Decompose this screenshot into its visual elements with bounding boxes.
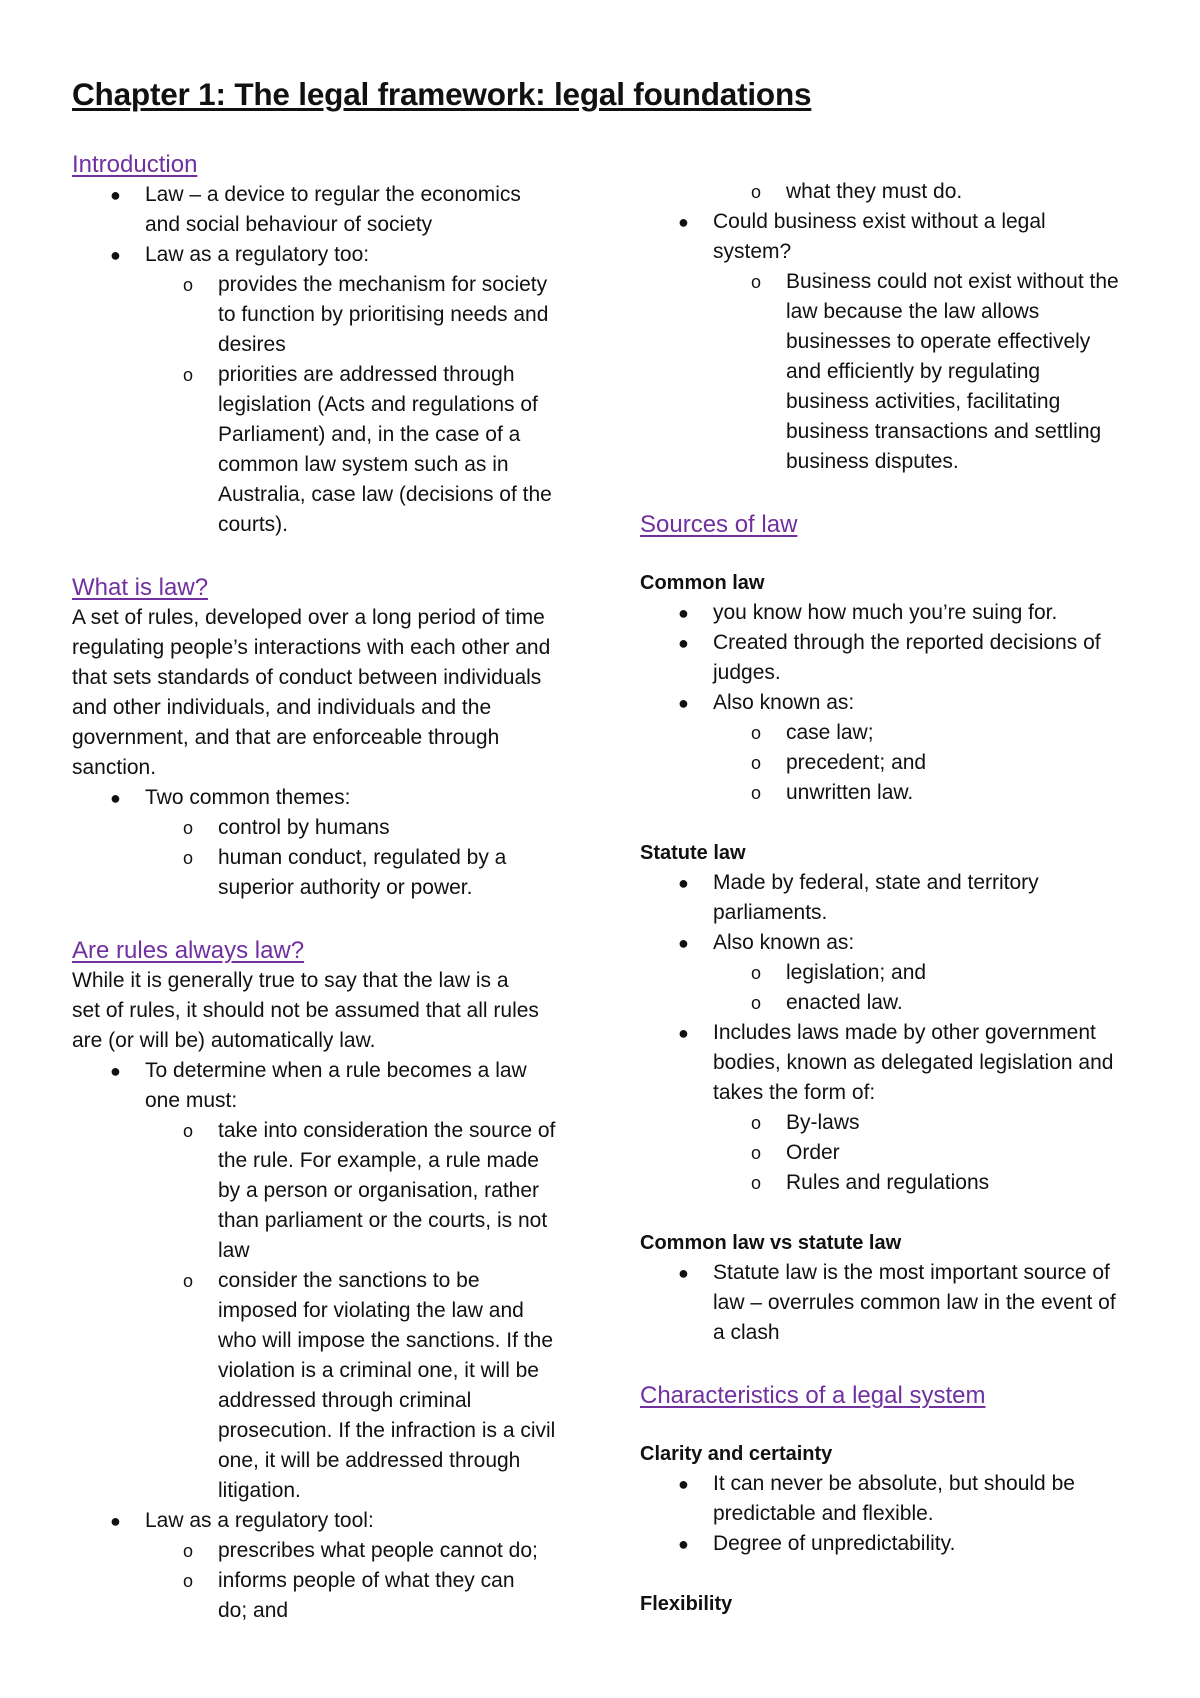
rules-law-sublist-2 (72, 1536, 572, 1626)
bullet-icon: ● (678, 933, 689, 953)
rules-law-paragraph: While it is generally true to say that the law is a set of rules, it should not be assumed that all rules are (or will be) automatically law. (72, 969, 539, 1052)
bullet-icon: ● (678, 873, 689, 893)
introduction-sublist (72, 270, 572, 540)
circle-bullet-icon: o (183, 275, 194, 295)
heading-introduction: Introduction (72, 151, 198, 178)
list-item-text: precedent; and (786, 751, 927, 774)
list-item (72, 1506, 572, 1536)
left-column (72, 150, 572, 1626)
list-item-text: Could business exist without a legal system? (713, 210, 1046, 263)
list-item (640, 1108, 1140, 1138)
list-item-text: Two common themes: (145, 786, 351, 809)
list-item-text: what they must do. (786, 180, 963, 203)
subheading-common-vs-statute: Common law vs statute law (640, 1232, 902, 1254)
list-item-text: It can never be absolute, but should be predictable and flexible. (713, 1472, 1075, 1525)
page-title: Chapter 1: The legal framework: legal foundations (72, 76, 812, 112)
list-item (72, 1056, 572, 1116)
list-item-text: Law as a regulatory tool: (145, 1509, 374, 1532)
rules-law-list (72, 1056, 572, 1116)
heading-what-is-law: What is law? (72, 574, 209, 601)
list-item-text: legislation; and (786, 961, 927, 984)
list-item (640, 688, 1140, 718)
list-item (640, 1018, 1140, 1108)
list-item-text: Rules and regulations (786, 1171, 990, 1194)
list-item (640, 1529, 1140, 1559)
list-item-text: Also known as: (713, 931, 855, 954)
statute-law-list-2 (640, 1018, 1140, 1108)
list-item (640, 1469, 1140, 1529)
list-item (640, 177, 1140, 207)
list-item-text: Also known as: (713, 691, 855, 714)
circle-bullet-icon: o (751, 723, 762, 743)
list-item-text: Business could not exist without the law because the law allows businesses to operate effectively and efficiently by regulating business activities, facilitating business transactions and settling business disputes. (786, 270, 1119, 473)
circle-bullet-icon: o (183, 848, 194, 868)
list-item (640, 598, 1140, 628)
common-vs-statute-list (640, 1258, 1140, 1348)
circle-bullet-icon: o (751, 182, 762, 202)
list-item (72, 180, 572, 240)
list-item (72, 783, 572, 813)
list-item-text: unwritten law. (786, 781, 914, 804)
business-sublist (640, 267, 1140, 477)
list-item (72, 1266, 572, 1506)
list-item-text: Made by federal, state and territory parliaments. (713, 871, 1039, 924)
subheading-flexibility: Flexibility (640, 1593, 733, 1615)
clarity-list (640, 1469, 1140, 1559)
list-item-text: provides the mechanism for society to function by prioritising needs and desires (218, 273, 549, 356)
bullet-icon: ● (678, 693, 689, 713)
bullet-icon: ● (110, 788, 121, 808)
list-item (640, 958, 1140, 988)
list-item-text: Includes laws made by other government bodies, known as delegated legislation and takes the form of: (713, 1021, 1114, 1104)
statute-law-list (640, 868, 1140, 958)
business-list (640, 207, 1140, 267)
list-item (72, 240, 572, 270)
circle-bullet-icon: o (751, 993, 762, 1013)
list-item-text: control by humans (218, 816, 390, 839)
list-item-text: case law; (786, 721, 874, 744)
circle-bullet-icon: o (183, 365, 194, 385)
list-item-text: informs people of what they can do; and (218, 1569, 515, 1622)
bullet-icon: ● (678, 1474, 689, 1494)
list-item (640, 988, 1140, 1018)
list-item (640, 928, 1140, 958)
list-item (640, 778, 1140, 808)
list-item (640, 207, 1140, 267)
list-item-text: prescribes what people cannot do; (218, 1539, 538, 1562)
circle-bullet-icon: o (183, 1541, 194, 1561)
what-is-law-sublist (72, 813, 572, 903)
rules-law-sublist (72, 1116, 572, 1506)
list-item-text: consider the sanctions to be imposed for violating the law and who will impose the sanctions. If the violation is a criminal one, it will be addressed through criminal prosecution. If the infraction is a civil one, it will be addressed through litigation. (218, 1269, 556, 1502)
heading-sources-of-law: Sources of law (640, 511, 798, 538)
list-item (640, 1258, 1140, 1348)
circle-bullet-icon: o (751, 1173, 762, 1193)
list-item-text: Statute law is the most important source of law – overrules common law in the event of a clash (713, 1261, 1116, 1344)
bullet-icon: ● (678, 603, 689, 623)
list-item-text: Degree of unpredictability. (713, 1532, 956, 1555)
list-item (640, 628, 1140, 688)
circle-bullet-icon: o (183, 1271, 194, 1291)
list-item (640, 748, 1140, 778)
what-is-law-paragraph: A set of rules, developed over a long period of time regulating people’s interactions with each other and that sets standards of conduct between individuals and other individuals, and individuals and the government, and that are enforceable through sanction. (72, 606, 551, 779)
list-item-text: Law as a regulatory too: (145, 243, 370, 266)
bullet-icon: ● (678, 212, 689, 232)
list-item (640, 267, 1140, 477)
continued-sublist (640, 177, 1140, 207)
common-law-sublist (640, 718, 1140, 808)
bullet-icon: ● (110, 1511, 121, 1531)
list-item (640, 718, 1140, 748)
circle-bullet-icon: o (751, 753, 762, 773)
list-item-text: Created through the reported decisions of judges. (713, 631, 1101, 684)
list-item (72, 813, 572, 843)
statute-law-sublist (640, 958, 1140, 1018)
statute-law-sublist-2 (640, 1108, 1140, 1198)
bullet-icon: ● (678, 633, 689, 653)
list-item (72, 270, 572, 360)
list-item-text: enacted law. (786, 991, 903, 1014)
circle-bullet-icon: o (751, 1143, 762, 1163)
bullet-icon: ● (110, 245, 121, 265)
heading-characteristics: Characteristics of a legal system (640, 1382, 986, 1409)
list-item (640, 868, 1140, 928)
list-item-text: you know how much you’re suing for. (713, 601, 1058, 624)
list-item (640, 1138, 1140, 1168)
list-item-text: take into consideration the source of the rule. For example, a rule made by a person or organisation, rather than parliament or the courts, is not law (218, 1119, 556, 1262)
bullet-icon: ● (678, 1534, 689, 1554)
right-column (640, 177, 1140, 1619)
what-is-law-list (72, 783, 572, 813)
list-item-text: Order (786, 1141, 840, 1164)
common-law-list (640, 598, 1140, 718)
list-item (72, 1536, 572, 1566)
circle-bullet-icon: o (183, 1571, 194, 1591)
subheading-statute-law: Statute law (640, 842, 746, 864)
list-item-text: priorities are addressed through legislation (Acts and regulations of Parliament) and, in the case of a common law system such as in Australia, case law (decisions of the courts). (218, 363, 552, 536)
circle-bullet-icon: o (183, 1121, 194, 1141)
bullet-icon: ● (678, 1023, 689, 1043)
heading-are-rules-always-law: Are rules always law? (72, 937, 305, 964)
list-item (72, 843, 572, 903)
bullet-icon: ● (678, 1263, 689, 1283)
rules-law-list-2 (72, 1506, 572, 1536)
list-item (72, 360, 572, 540)
circle-bullet-icon: o (751, 963, 762, 983)
bullet-icon: ● (110, 185, 121, 205)
list-item (72, 1566, 572, 1626)
circle-bullet-icon: o (183, 818, 194, 838)
circle-bullet-icon: o (751, 783, 762, 803)
introduction-list (72, 180, 572, 270)
list-item (72, 1116, 572, 1266)
list-item-text: To determine when a rule becomes a law one must: (145, 1059, 527, 1112)
list-item-text: human conduct, regulated by a superior authority or power. (218, 846, 507, 899)
subheading-common-law: Common law (640, 572, 765, 594)
circle-bullet-icon: o (751, 1113, 762, 1133)
bullet-icon: ● (110, 1061, 121, 1081)
list-item-text: Law – a device to regular the economics and social behaviour of society (145, 183, 521, 236)
list-item (640, 1168, 1140, 1198)
subheading-clarity: Clarity and certainty (640, 1443, 833, 1465)
list-item-text: By-laws (786, 1111, 860, 1134)
circle-bullet-icon: o (751, 272, 762, 292)
